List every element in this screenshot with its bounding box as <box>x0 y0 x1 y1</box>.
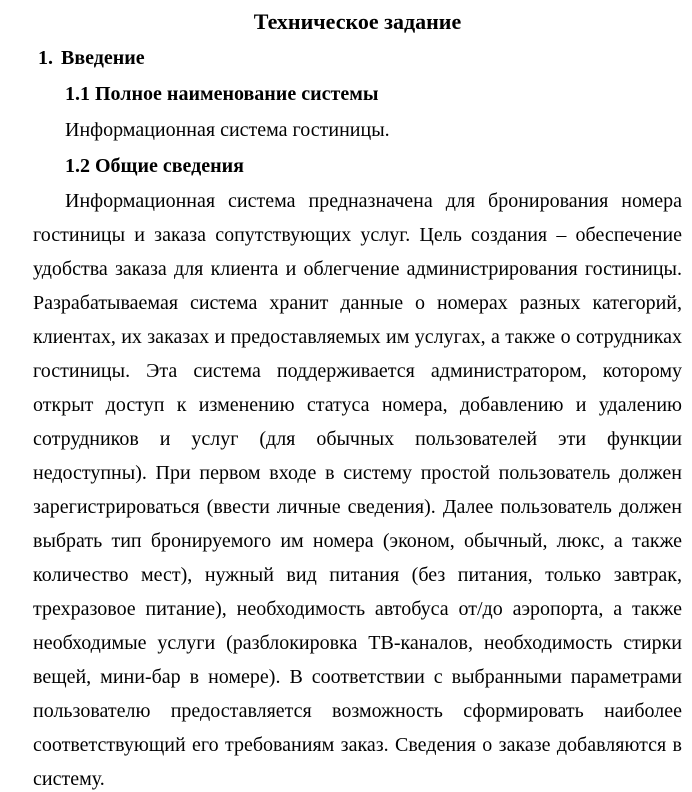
section-number: 1. <box>38 47 53 69</box>
subsection-heading-full-system-name: 1.1 Полное наименование системы <box>65 83 379 105</box>
general-info-paragraph: Информационная система предназначена для бронирования номера гостиницы и заказа сопутствующих услуг. Цель создания – обеспечение удобства заказа для клиента и облегчение администрирования гостиницы. Разрабатываемая система хранит данные о номерах разных категорий, клиентах, их заказах и предоставляемых им услугах, а также о сотрудниках гостиницы. Эта система поддерживается администратором, которому открыт доступ к изменению статуса номера, добавлению и удалению сотрудников и услуг (для обычных пользователей эти функции недоступны). При первом входе в систему простой пользователь должен зарегистрироваться (ввести личные сведения). Далее пользователь должен выбрать тип бронируемого им номера (эконом, обычный, люкс, а также количество мест), нужный вид питания (без питания, только завтрак, трехразовое питание), необходимость автобуса от/до аэропорта, а также необходимые услуги (разблокировка ТВ-каналов, необходимость стирки вещей, мини-бар в номере). В соответствии с выбранными параметрами пользователю предоставляется возможность сформировать наиболее соответствующий его требованиям заказ. Сведения о заказе добавляются в систему. <box>33 190 682 790</box>
section-heading-introduction <box>38 40 682 76</box>
section-heading-text: Введение <box>61 47 145 69</box>
subsection-heading-general-info: 1.2 Общие сведения <box>65 155 244 177</box>
full-system-name-text: Информационная система гостиницы. <box>65 119 390 141</box>
document-title: Техническое задание <box>253 9 462 34</box>
